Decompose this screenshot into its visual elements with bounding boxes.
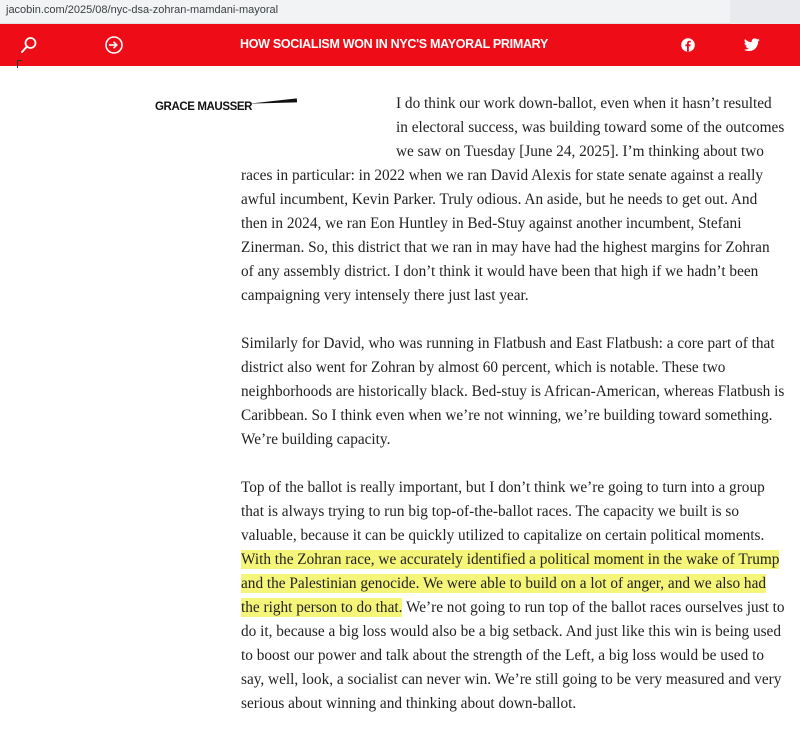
search-icon[interactable] [19,35,39,55]
paragraph-3-text-after: We’re not going to run top of the ballot races ourselves just to do it, because a big loss would also be a big setback. And just like this win is being used to boost our power and talk about the strength of the Left, a big loss would be used to say, well, look, a socialist can never win. We’re still going to be very measured and very serious about winning and thinking about down-ballot. [241,599,785,712]
paragraph-1 [241,92,786,308]
article-body [155,92,786,740]
browser-toolbar-area [730,0,800,24]
paragraph-2: Similarly for David, who was running in Flatbush and East Flatbush: a core part of that district also went for Zohran by almost 60 percent, which is notable. These two neighborhoods are historically black. Bed-stuy is African-American, whereas Flatbush is Caribbean. So I think even when we’re not winning, we’re building toward something. We’re building capacity. [241,335,785,448]
browser-url-bar[interactable] [0,0,800,24]
paragraph-3 [241,476,786,716]
url-text[interactable]: jacobin.com/2025/08/nyc-dsa-zohran-mamdani-mayoral [6,4,279,16]
speaker-name: GRACE MAUSSER [155,101,253,113]
facebook-icon[interactable] [678,35,698,55]
highlighted-text: With the Zohran race, we accurately identified a political moment in the wake of Trump and the Palestinian genocide. We were able to build on a lot of anger, and we also had the right person to do that. [241,551,780,616]
paragraph-3-text-before: Top of the ballot is really important, but I don’t think we’re going to turn into a group that is always trying to run big top-of-the-ballot races. The capacity we built is so valuable, because it can be quickly utilized to capitalize on certain political moments. [241,479,765,544]
site-header [0,24,800,66]
login-icon[interactable] [104,35,124,55]
twitter-icon[interactable] [742,35,762,55]
partial-glyph [17,60,22,68]
paragraph-1-text: I do think our work down-ballot, even when it hasn’t resulted in electoral success, was building toward some of the outcomes we saw on Tuesday [June 24, 2025]. I’m thinking about two races in particular: in 2022 when we ran David Alexis for state senate against a really awful incumbent, Kevin Parker. Truly odious. An aside, but he needs to get out. And then in 2024, we ran Eon Huntley in Bed-Stuy against another incumbent, Stefani Zinerman. So, this district that we ran in may have had the highest margins for Zohran of any assembly district. I don’t think it would have been that high if we hadn’t been campaigning very intensely there just last year. [241,95,785,304]
page-title: HOW SOCIALISM WON IN NYC'S MAYORAL PRIMARY [240,37,548,51]
